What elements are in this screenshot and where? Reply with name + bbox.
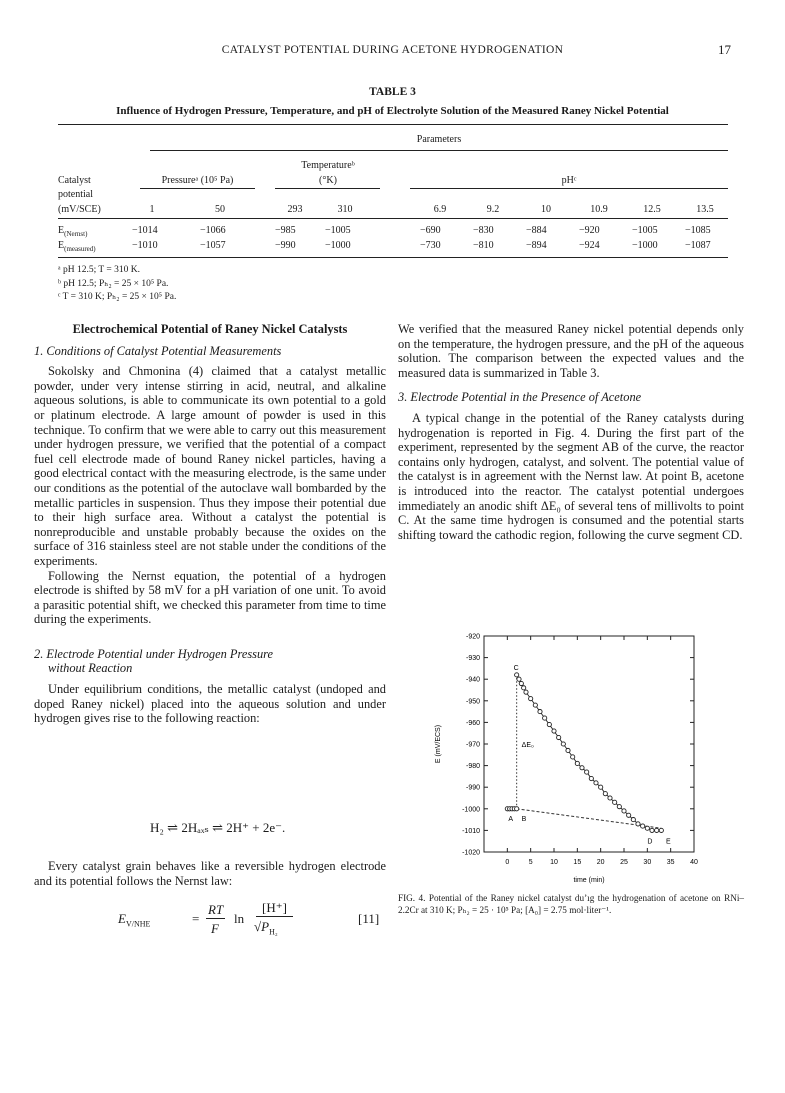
table-footnote-c: ᶜ T = 310 K; Pₕ₂ = 25 × 10⁵ Pa. xyxy=(58,292,177,302)
data-point xyxy=(533,703,537,707)
row-header-2: potential xyxy=(58,189,93,200)
table-cell: −1087 xyxy=(685,240,711,251)
parameters-header: Parameters xyxy=(416,134,462,145)
data-point xyxy=(650,828,654,832)
data-point xyxy=(627,813,631,817)
figure-4-chart xyxy=(418,626,718,888)
table-cell: −810 xyxy=(473,240,494,251)
table-top-rule xyxy=(58,124,728,125)
column-header: 10.9 xyxy=(590,204,608,215)
table-cell: −1010 xyxy=(132,240,158,251)
data-point xyxy=(641,824,645,828)
data-point xyxy=(608,796,612,800)
data-point xyxy=(529,697,533,701)
y-axis-label: E (mV/ECS) xyxy=(435,724,442,764)
pressure-rule xyxy=(140,188,255,189)
x-tick-label: 5 xyxy=(528,859,533,866)
figure-caption: FIG. 4. Potential of the Raney nickel catalyst du’ıg the hydrogenation of acetone on RNi–2.2Cr at 310 K; Pₕ₂ = 25 · 10⁵ Pa; [A₀] = 2.75 mol·liter⁻¹. xyxy=(398,893,744,915)
data-point xyxy=(645,826,649,830)
data-point xyxy=(547,722,551,726)
subsection-3-heading: 3. Electrode Potential in the Presence of Acetone xyxy=(398,390,642,405)
running-title: CATALYST POTENTIAL DURING ACETONE HYDROGENATION xyxy=(221,44,564,56)
data-point xyxy=(524,690,528,694)
point-label-a: A xyxy=(508,815,514,823)
y-tick-label: -980 xyxy=(465,763,480,771)
table-cell: −1057 xyxy=(200,240,226,251)
table-cell: −1085 xyxy=(685,225,711,236)
y-tick-label: -1000 xyxy=(462,806,480,814)
y-tick-label: -930 xyxy=(465,655,480,663)
row-header-1: Catalyst xyxy=(58,175,91,186)
data-point xyxy=(659,828,663,832)
point-label-e: E xyxy=(666,838,671,846)
data-point xyxy=(515,673,519,677)
data-point xyxy=(580,766,584,770)
page-number: 17 xyxy=(718,42,731,57)
table-cell: −830 xyxy=(473,225,494,236)
data-point xyxy=(543,716,547,720)
column-header: 1 xyxy=(149,204,155,215)
pressure-header: Pressureᵃ (10⁵ Pa) xyxy=(161,175,234,186)
y-tick-label: -990 xyxy=(465,784,480,792)
subsection-1-heading: 1. Conditions of Catalyst Potential Measurements xyxy=(34,343,282,358)
data-point xyxy=(636,822,640,826)
left-column xyxy=(34,322,386,726)
nernst-h: [H⁺] xyxy=(256,900,293,917)
data-point xyxy=(585,770,589,774)
table-cell: −894 xyxy=(526,240,547,251)
nernst-sqrt: $√P_{H_2}$ xyxy=(254,919,278,937)
row-label-measured: $E_{(measured)}$ xyxy=(58,240,96,253)
nernst-lhs: $E_{V/NHE}$ xyxy=(118,911,151,929)
data-point xyxy=(617,805,621,809)
x-tick-label: 40 xyxy=(690,859,698,866)
section-heading: Electrochemical Potential of Raney Nickel Catalysts xyxy=(72,322,348,336)
table-cell: −1000 xyxy=(325,240,351,251)
data-point xyxy=(538,710,542,714)
table-cell: −920 xyxy=(579,225,600,236)
nernst-rt: RT xyxy=(208,902,224,917)
nernst-ln: ln xyxy=(234,911,245,926)
point-label-c: C xyxy=(513,664,519,672)
x-axis-label: time (min) xyxy=(573,877,605,884)
table-cell: −924 xyxy=(579,240,600,251)
paragraph: We verified that the measured Raney nickel potential depends only on the temperature, the hydrogen pressure, and the pH of the aqueous solution. The comparison between the expected values and the measured data is summarized in Table 3. xyxy=(398,322,744,380)
x-tick-label: 10 xyxy=(550,859,558,866)
data-point xyxy=(519,681,523,685)
data-point xyxy=(575,761,579,765)
column-header: 6.9 xyxy=(433,204,447,215)
table-cell: −1005 xyxy=(325,225,351,236)
paragraph: A typical change in the potential of the Raney catalysts during hydrogenation is reported in Fig. 4. During the first part of the experiment, represented by the segment AB of the curve, the reactor contains only hydrogen, catalyst, and solvent. The potential value of the catalyst is in agreement with the Nernst law. At point B, acetone is introduced into the reactor. The catalyst potential undergoes immediately an anodic shift ΔE₀ of several tens of millivolts to point C. At the same time hydrogen is consumed and the potential starts shifting toward the cathodic region, following the curve segment CD. xyxy=(398,410,744,542)
data-point xyxy=(561,742,565,746)
nernst-f: F xyxy=(211,921,219,936)
point-label-d: D xyxy=(647,838,653,846)
table-cell: −1000 xyxy=(632,240,658,251)
table-bottom-rule xyxy=(58,257,728,258)
x-tick-label: 25 xyxy=(620,859,628,866)
table-cell: −1005 xyxy=(632,225,658,236)
temperature-rule xyxy=(275,188,380,189)
row-header-3: (mV/SCE) xyxy=(58,204,101,215)
data-point xyxy=(655,828,659,832)
column-header: 293 xyxy=(287,204,303,215)
table-cell: −990 xyxy=(275,240,296,251)
column-header: 12.5 xyxy=(643,204,661,215)
temperature-header-2: (°K) xyxy=(319,175,337,186)
data-point xyxy=(622,809,626,813)
data-point xyxy=(557,735,561,739)
y-tick-label: -950 xyxy=(465,698,480,706)
temperature-header-1: Temperatureᵇ xyxy=(301,160,355,171)
table-footnote-b: ᵇ pH 12.5; Pₕ₂ = 25 × 10⁵ Pa. xyxy=(58,279,169,289)
data-point xyxy=(594,781,598,785)
data-point xyxy=(599,785,603,789)
ph-rule xyxy=(410,188,728,189)
x-tick-label: 15 xyxy=(573,859,582,866)
reaction-equation: H₂ ⇌ 2Hₐₓₛ ⇌ 2H⁺ + 2e⁻. xyxy=(150,820,286,835)
point-label-b: B xyxy=(521,815,527,823)
paragraph: Sokolsky and Chmonina (4) claimed that a catalyst metallic powder, under very intense stirring in acid, neutral, and alkaline aqueous solutions, is able to communicate its own potential to a gold or platinum electrode. A large amount of powder is used in this technique. To confirm that we were able to carry out this measurement under hydrogen pressure, we verified that the potential of a compact fuel cell electrode made of bound Raney nickel particles, having a good electrical contact with the measuring electrode, is the same under our conditions as the potential of the autoclave wall bombarded by the metallic particles in suspension. Thus they impose their potential due to their high surface area. Without a catalyst the potential is nonreproducible and unstable probably because the oxides on the surface of 316 stainless steel are not stable under the conditions of the experiments. xyxy=(34,364,386,568)
subsection-2-heading-cont: without Reaction xyxy=(48,661,133,676)
data-point xyxy=(613,800,617,804)
series-line xyxy=(517,675,662,831)
y-tick-label: -1010 xyxy=(462,827,480,835)
table-cell: −1066 xyxy=(200,225,226,236)
x-tick-label: 0 xyxy=(505,859,510,866)
paragraph: Every catalyst grain behaves like a reversible hydrogen electrode and its potential follows the Nernst law: xyxy=(34,859,386,888)
table-cell: −1014 xyxy=(132,225,158,236)
paragraph: Under equilibrium conditions, the metallic catalyst (undoped and doped Raney nickel) placed into the aqueous solution and under hydrogen gives rise to the following reaction: xyxy=(34,682,386,726)
y-tick-label: -940 xyxy=(465,676,480,684)
table-cell: −690 xyxy=(420,225,441,236)
table-cell: −884 xyxy=(526,225,547,236)
column-header: 310 xyxy=(337,204,353,215)
data-point xyxy=(571,755,575,759)
y-tick-label: -1020 xyxy=(462,849,480,857)
table-header-rule xyxy=(58,218,728,219)
data-point xyxy=(603,792,607,796)
left-column-cont xyxy=(34,859,386,888)
nernst-equals-symbol: = xyxy=(192,911,200,926)
data-point xyxy=(517,677,521,681)
right-column xyxy=(398,322,744,542)
table-cell: −730 xyxy=(420,240,441,251)
x-tick-label: 35 xyxy=(666,859,675,866)
table-caption: Influence of Hydrogen Pressure, Temperature, and pH of Electrolyte Solution of the Measured Raney Nickel Potential xyxy=(116,105,669,117)
table-label: TABLE 3 xyxy=(369,86,416,98)
equation-number: [11] xyxy=(358,911,380,926)
parameters-rule xyxy=(150,150,728,151)
y-tick-label: -970 xyxy=(465,741,480,749)
row-label-nernst: $E_{(Nernst)}$ xyxy=(58,225,88,238)
paragraph: Following the Nernst equation, the potential of a hydrogen electrode is shifted by 58 mV for a pH variation of one unit. To avoid a parasitic potential shift, we checked this parameter from time to time during the experiments. xyxy=(34,568,386,627)
data-point xyxy=(589,776,593,780)
column-header: 50 xyxy=(215,204,225,215)
column-header: 9.2 xyxy=(486,204,500,215)
data-point xyxy=(515,807,519,811)
column-header: 10 xyxy=(541,204,551,215)
data-point xyxy=(552,729,556,733)
data-point xyxy=(522,686,526,690)
table-footnote-a: ᵃ pH 12.5; T = 310 K. xyxy=(58,265,141,275)
ph-header: pHᶜ xyxy=(561,175,577,186)
y-tick-label: -920 xyxy=(465,633,480,641)
column-header: 13.5 xyxy=(696,204,714,215)
table-cell: −985 xyxy=(275,225,296,236)
data-point xyxy=(566,748,570,752)
x-tick-label: 30 xyxy=(643,859,652,866)
delta-e0-label: ΔE₀ xyxy=(521,742,534,749)
y-tick-label: -960 xyxy=(465,719,480,727)
subsection-2-heading: 2. Electrode Potential under Hydrogen Pressure xyxy=(34,646,274,661)
x-tick-label: 20 xyxy=(596,859,605,866)
data-point xyxy=(631,818,635,822)
